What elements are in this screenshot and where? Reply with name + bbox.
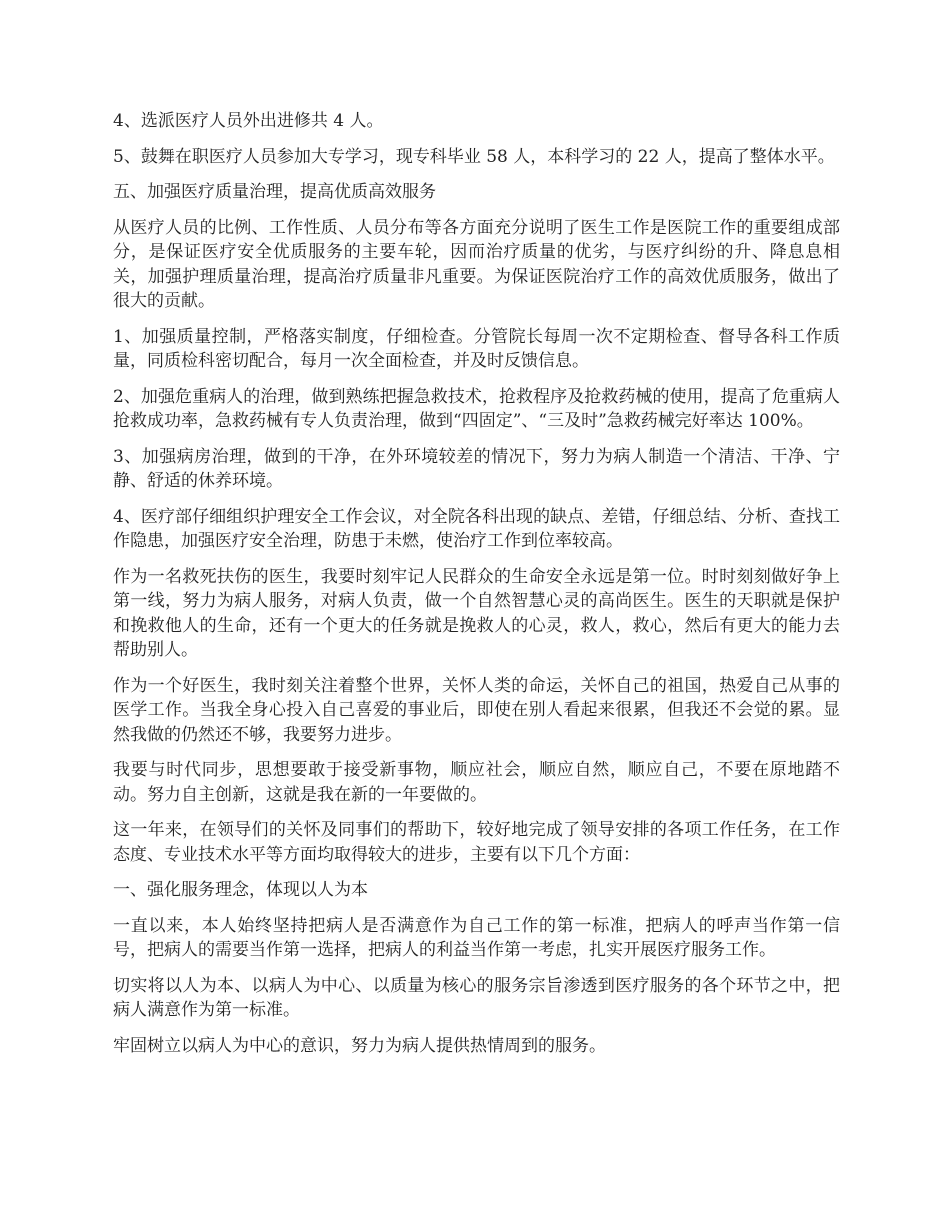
paragraph-patient-centered: 切实将以人为本、以病人为中心、以质量为核心的服务宗旨渗透到医疗服务的各个环节之中，把病人满意作为第一标准。 [113,975,840,1020]
paragraph-critical-patients: 2、加强危重病人的治理，做到熟练把握急救技术，抢救程序及抢救药械的使用，提高了危重病人抢救成功率，急救药械有专人负责治理，做到“四固定”、“三及时”急救药械完好率达 100%。 [113,386,840,431]
document-body [113,109,840,1069]
paragraph-quality-control: 1、加强质量控制，严格落实制度，仔细检查。分管院长每周一次不定期检查、督导各科工作质量，同质检科密切配合，每月一次全面检查，并及时反馈信息。 [113,326,840,371]
paragraph-safety-meeting: 4、医疗部仔细组织护理安全工作会议，对全院各科出现的缺点、差错，仔细总结、分析、查找工作隐患，加强医疗安全治理，防患于未燃，使治疗工作到位率较高。 [113,506,840,551]
section-heading-quality: 五、加强医疗质量治理，提高优质高效服务 [113,182,436,202]
paragraph-training-count: 4、选派医疗人员外出进修共 4 人。 [113,111,384,131]
paragraph-keep-pace: 我要与时代同步，思想要敢于接受新事物，顺应社会，顺应自然，顺应自己，不要在原地踏不动。努力自主创新，这就是我在新的一年要做的。 [113,760,840,805]
paragraph-patient-first: 一直以来，本人始终坚持把病人是否满意作为自己工作的第一标准，把病人的呼声当作第一信号，把病人的需要当作第一选择，把病人的利益当作第一考虑，扎实开展医疗服务工作。 [113,915,840,960]
paragraph-college-study: 5、鼓舞在职医疗人员参加大专学习，现专科毕业 58 人，本科学习的 22 人，提高了整体水平。 [113,146,835,167]
paragraph-doctor-duty: 作为一名救死扶伤的医生，我要时刻牢记人民群众的生命安全永远是第一位。时时刻刻做好争上第一线，努力为病人服务，对病人负责，做一个自然智慧心灵的高尚医生。医生的天职就是保护和挽救他人的生命，还有一个更大的任务就是挽救人的心灵，救人，救心，然后有更大的能力去帮助别人。 [113,566,840,660]
section-heading-service: 一、强化服务理念，体现以人为本 [113,880,368,900]
paragraph-quality-intro: 从医疗人员的比例、工作性质、人员分布等各方面充分说明了医生工作是医院工作的重要组成部分，是保证医疗安全优质服务的主要车轮，因而治疗质量的优劣，与医疗纠纷的升、降息息相关，加强护理质量治理，提高治疗质量非凡重要。为保证医院治疗工作的高效优质服务，做出了很大的贡献。 [113,217,840,311]
paragraph-year-review: 这一年来，在领导们的关怀及同事们的帮助下，较好地完成了领导安排的各项工作任务，在工作态度、专业技术水平等方面均取得较大的进步，主要有以下几个方面： [113,820,840,865]
paragraph-good-doctor: 作为一个好医生，我时刻关注着整个世界，关怀人类的命运，关怀自己的祖国，热爱自己从事的医学工作。当我全身心投入自己喜爱的事业后，即使在别人看起来很累，但我还不会觉的累。显然我做的仍然还不够，我要努力进步。 [113,675,840,745]
paragraph-warm-service: 牢固树立以病人为中心的意识，努力为病人提供热情周到的服务。 [113,1035,606,1056]
paragraph-ward-management: 3、加强病房治理，做到的干净，在外环境较差的情况下，努力为病人制造一个清洁、干净、宁静、舒适的休养环境。 [113,446,840,491]
